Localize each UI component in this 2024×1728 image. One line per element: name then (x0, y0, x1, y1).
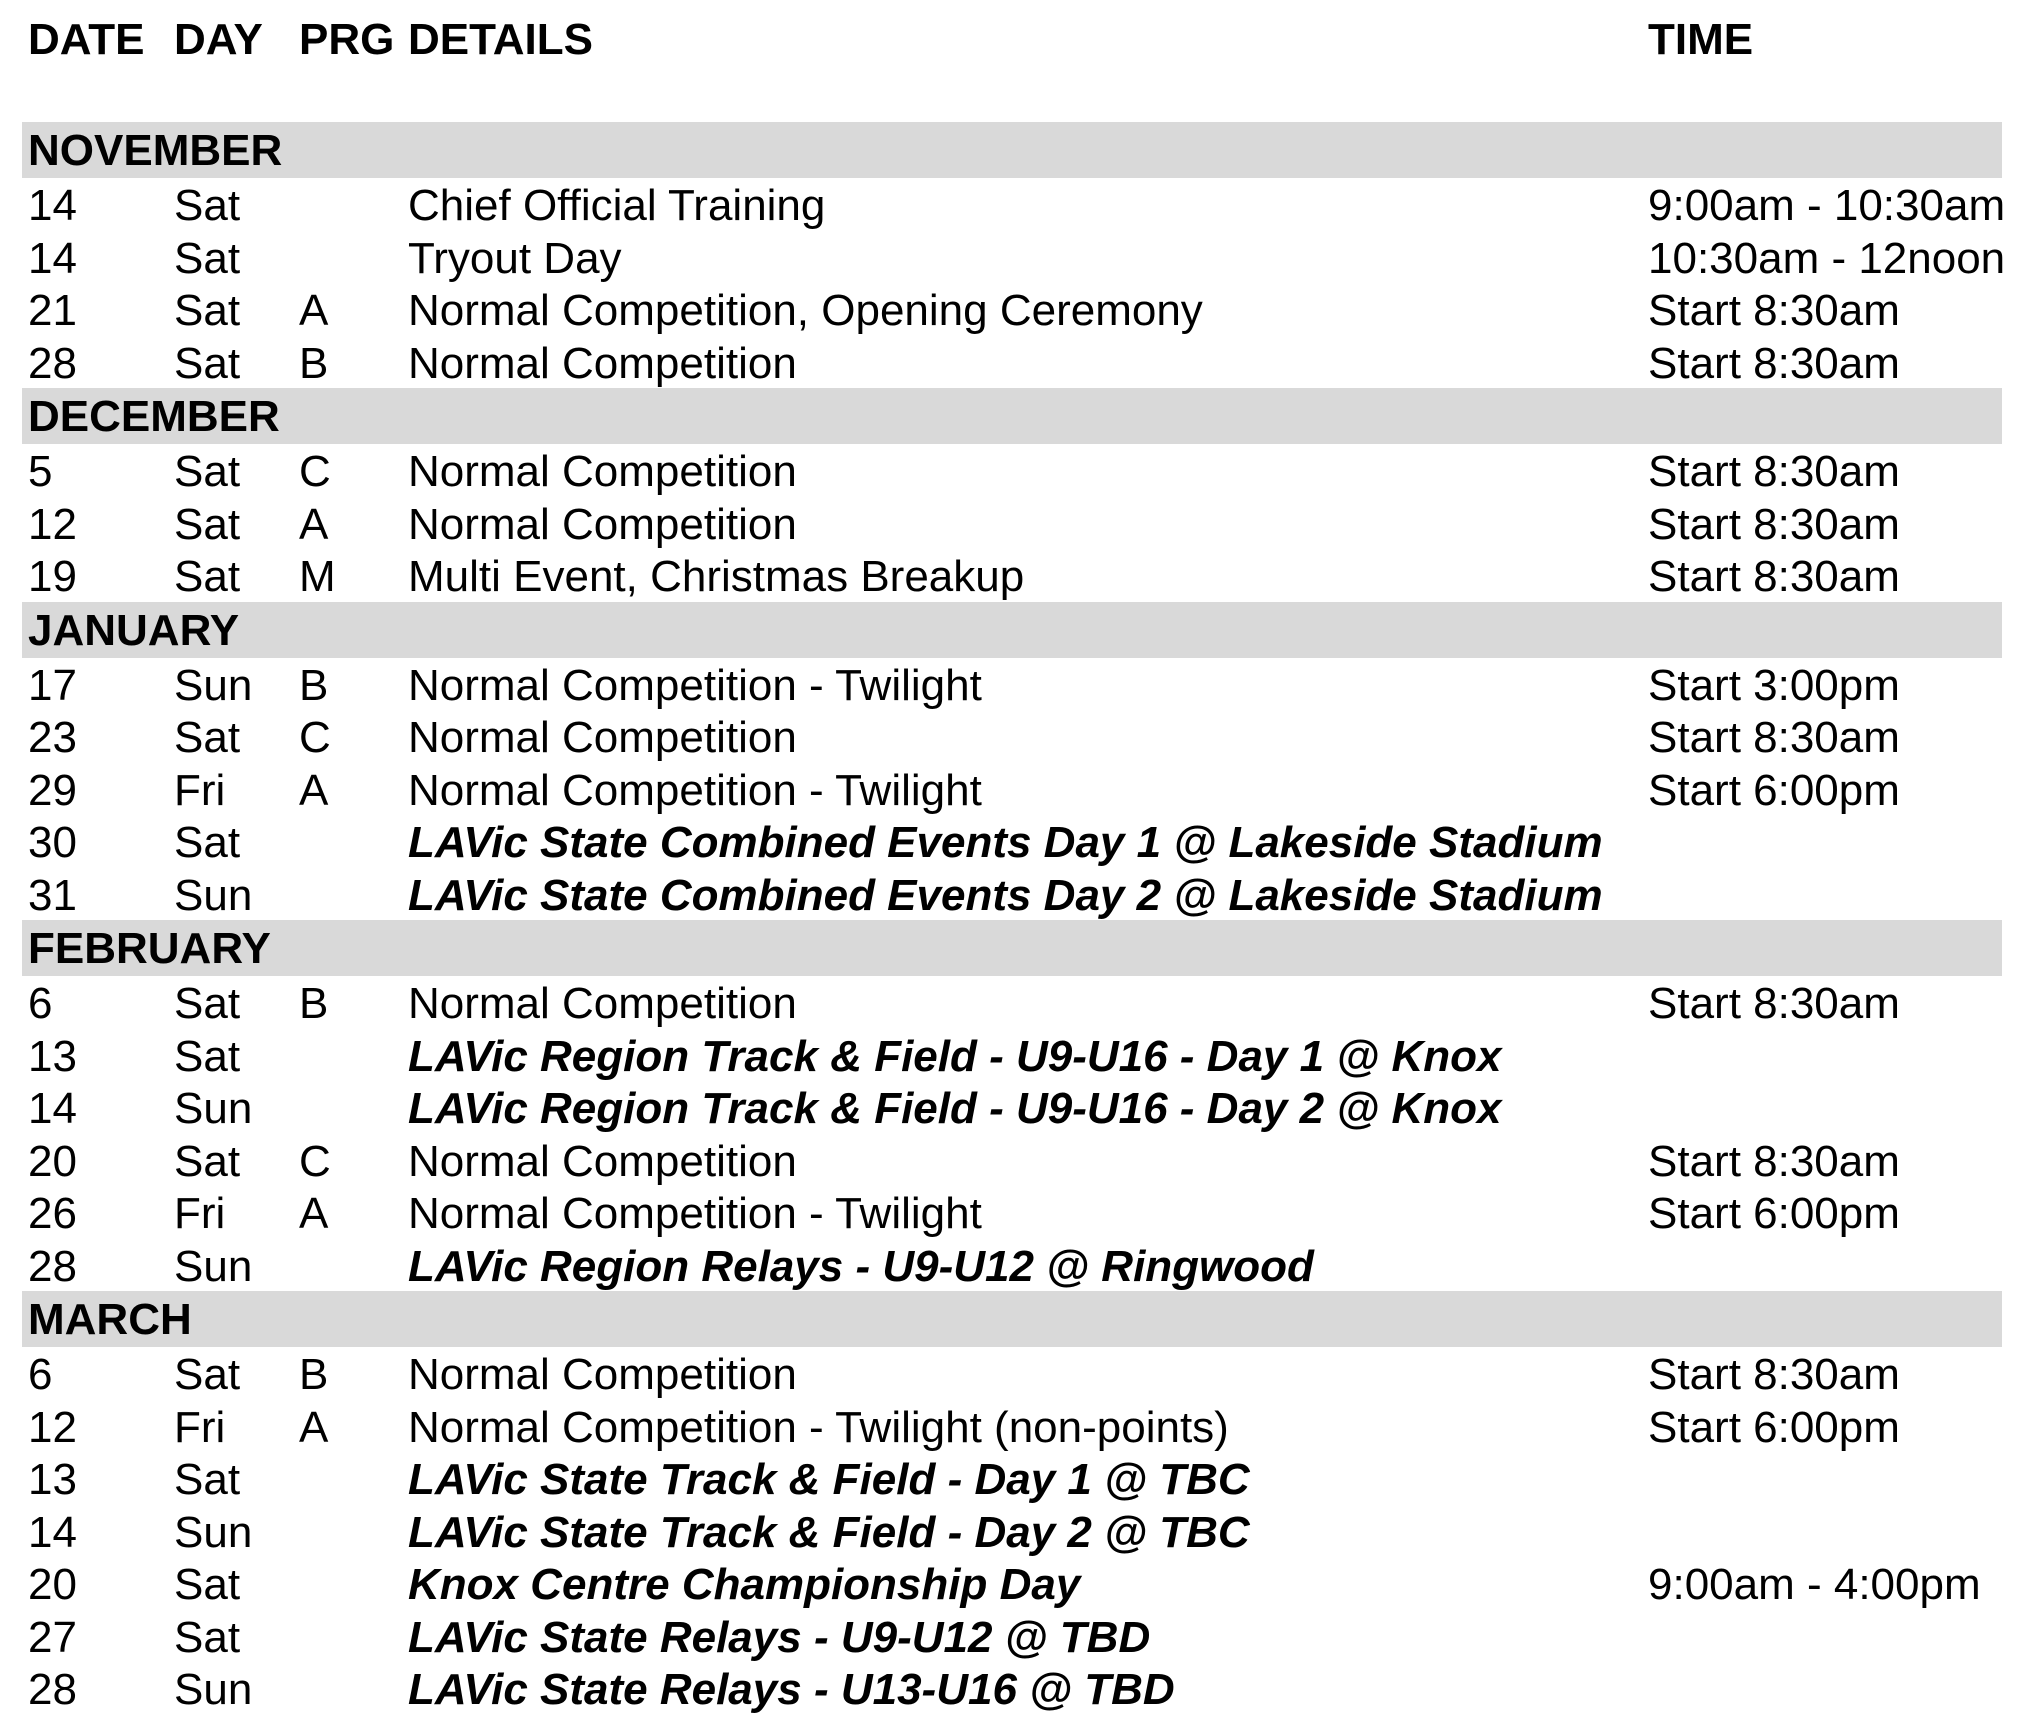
row-details: LAVic State Relays - U9-U12 @ TBD (408, 1612, 1151, 1662)
table-row (22, 1186, 2002, 1239)
row-details: Normal Competition (408, 979, 797, 1028)
row-date: 28 (28, 338, 77, 388)
month-header (22, 388, 2002, 444)
header-time: TIME (1648, 15, 1754, 64)
row-details: Multi Event, Christmas Breakup (408, 552, 1025, 601)
header-details: DETAILS (408, 15, 593, 64)
row-details: LAVic Region Track & Field - U9-U16 - Day 1 @ Knox (408, 1031, 1502, 1081)
row-day: Sat (174, 499, 241, 549)
row-prg: C (299, 713, 331, 762)
table-row (22, 710, 2002, 763)
row-prg: A (299, 765, 329, 815)
row-day: Sat (174, 1350, 241, 1399)
row-time: Start 6:00pm (1648, 765, 1900, 815)
row-day: Sat (174, 286, 241, 335)
row-day: Fri (174, 1189, 226, 1238)
row-date: 5 (28, 447, 53, 496)
row-prg: A (299, 1189, 329, 1238)
table-row (22, 1400, 2002, 1453)
table-row (22, 763, 2002, 816)
table-row (22, 1081, 2002, 1134)
row-details: LAVic State Relays - U13-U16 @ TBD (408, 1665, 1175, 1714)
table-row (22, 1239, 2002, 1292)
row-time: Start 8:30am (1648, 979, 1900, 1028)
row-time: Start 8:30am (1648, 713, 1900, 762)
schedule-table (22, 0, 2006, 1715)
row-date: 20 (28, 1560, 77, 1609)
row-day: Sat (174, 979, 241, 1028)
row-details: Tryout Day (408, 233, 622, 283)
row-date: 17 (28, 660, 77, 710)
row-day: Sat (174, 1031, 241, 1081)
row-date: 23 (28, 713, 77, 762)
row-details: Normal Competition (408, 1350, 797, 1399)
row-prg: B (299, 1350, 329, 1399)
row-time: 9:00am - 4:00pm (1648, 1560, 1981, 1609)
table-row (22, 1029, 2002, 1082)
row-details: LAVic Region Relays - U9-U12 @ Ringwood (408, 1241, 1314, 1291)
row-date: 14 (28, 233, 77, 283)
table-row (22, 283, 2002, 336)
row-details: Chief Official Training (408, 181, 826, 230)
row-day: Sat (174, 1136, 241, 1186)
month-name: NOVEMBER (28, 126, 283, 175)
row-time: Start 8:30am (1648, 338, 1900, 388)
month-name: JANUARY (28, 605, 240, 655)
row-day: Sat (174, 1560, 241, 1609)
table-row (22, 868, 2002, 921)
row-date: 12 (28, 499, 77, 549)
month-name: DECEMBER (28, 392, 280, 441)
row-date: 21 (28, 286, 77, 335)
row-prg: B (299, 979, 329, 1028)
row-prg: B (299, 338, 329, 388)
row-prg: A (299, 286, 329, 335)
row-details: Normal Competition - Twilight (408, 765, 982, 815)
table-row (22, 976, 2002, 1029)
row-date: 13 (28, 1455, 77, 1504)
row-time: Start 8:30am (1648, 447, 1900, 496)
row-date: 14 (28, 181, 77, 230)
row-date: 12 (28, 1402, 77, 1452)
row-details: LAVic State Combined Events Day 1 @ Lakeside Stadium (408, 818, 1603, 867)
month-name: FEBRUARY (28, 924, 271, 973)
row-prg: A (299, 499, 329, 549)
row-details: Normal Competition (408, 338, 797, 388)
table-row (22, 178, 2006, 231)
row-details: Normal Competition (408, 1136, 797, 1186)
row-details: Normal Competition (408, 499, 797, 549)
row-day: Sun (174, 660, 253, 710)
row-time: Start 8:30am (1648, 499, 1900, 549)
row-date: 6 (28, 979, 53, 1028)
row-date: 14 (28, 1084, 77, 1133)
row-details: LAVic State Track & Field - Day 1 @ TBC (408, 1455, 1250, 1504)
row-time: 10:30am - 12noon (1648, 233, 2006, 283)
row-details: Knox Centre Championship Day (408, 1560, 1081, 1609)
table-row (22, 336, 2002, 389)
month-header (22, 920, 2002, 976)
row-day: Sat (174, 1455, 241, 1504)
row-details: LAVic State Track & Field - Day 2 @ TBC (408, 1507, 1250, 1557)
table-row (22, 497, 2002, 550)
row-prg: B (299, 660, 329, 710)
row-time: Start 6:00pm (1648, 1402, 1900, 1452)
table-row (22, 1505, 2002, 1558)
row-date: 26 (28, 1189, 77, 1238)
row-time: Start 6:00pm (1648, 1189, 1900, 1238)
table-row (22, 1557, 2002, 1610)
row-time: Start 8:30am (1648, 552, 1900, 601)
row-time: Start 3:00pm (1648, 660, 1900, 710)
row-date: 28 (28, 1241, 77, 1291)
row-day: Sun (174, 1665, 253, 1714)
header-day: DAY (174, 15, 263, 64)
row-day: Sat (174, 552, 241, 601)
row-day: Fri (174, 765, 226, 815)
row-prg: A (299, 1402, 329, 1452)
row-details: Normal Competition - Twilight (non-points) (408, 1402, 1229, 1452)
row-date: 31 (28, 870, 77, 920)
table-header (22, 0, 2002, 122)
month-name: MARCH (28, 1295, 192, 1344)
row-details: Normal Competition (408, 447, 797, 496)
row-day: Sat (174, 713, 241, 762)
month-header (22, 602, 2002, 658)
schedule-body (22, 122, 2006, 1715)
row-date: 27 (28, 1612, 77, 1662)
month-header (22, 122, 2002, 178)
table-row (22, 815, 2002, 868)
row-time: Start 8:30am (1648, 1350, 1900, 1399)
row-date: 28 (28, 1665, 77, 1714)
header-date: DATE (28, 15, 145, 64)
table-row (22, 549, 2002, 602)
table-row (22, 658, 2002, 711)
row-details: LAVic Region Track & Field - U9-U16 - Day 2 @ Knox (408, 1084, 1502, 1133)
table-row (22, 1347, 2002, 1400)
row-day: Sun (174, 1507, 253, 1557)
row-time: 9:00am - 10:30am (1648, 181, 2006, 230)
row-day: Sat (174, 233, 241, 283)
row-day: Sat (174, 1612, 241, 1662)
table-row (22, 1662, 2002, 1715)
row-date: 14 (28, 1507, 77, 1557)
row-prg: C (299, 447, 331, 496)
row-time: Start 8:30am (1648, 286, 1900, 335)
row-details: Normal Competition - Twilight (408, 660, 982, 710)
header-prg: PRG (299, 15, 395, 64)
row-date: 19 (28, 552, 77, 601)
table-row (22, 1610, 2002, 1663)
row-details: Normal Competition (408, 713, 797, 762)
row-day: Sun (174, 1241, 253, 1291)
row-time: Start 8:30am (1648, 1136, 1900, 1186)
row-details: Normal Competition, Opening Ceremony (408, 286, 1203, 335)
row-date: 29 (28, 765, 77, 815)
row-date: 13 (28, 1031, 77, 1081)
row-details: Normal Competition - Twilight (408, 1189, 982, 1238)
row-day: Sat (174, 181, 241, 230)
table-row (22, 1452, 2002, 1505)
row-day: Sun (174, 870, 253, 920)
row-date: 30 (28, 818, 77, 867)
table-row (22, 231, 2006, 284)
row-date: 20 (28, 1136, 77, 1186)
row-day: Sat (174, 447, 241, 496)
row-prg: M (299, 552, 336, 601)
row-day: Fri (174, 1402, 226, 1452)
row-prg: C (299, 1136, 331, 1186)
month-header (22, 1291, 2002, 1347)
table-row (22, 1134, 2002, 1187)
row-day: Sun (174, 1084, 253, 1133)
row-day: Sat (174, 338, 241, 388)
row-day: Sat (174, 818, 241, 867)
row-details: LAVic State Combined Events Day 2 @ Lakeside Stadium (408, 870, 1603, 920)
table-row (22, 444, 2002, 497)
row-date: 6 (28, 1350, 53, 1399)
